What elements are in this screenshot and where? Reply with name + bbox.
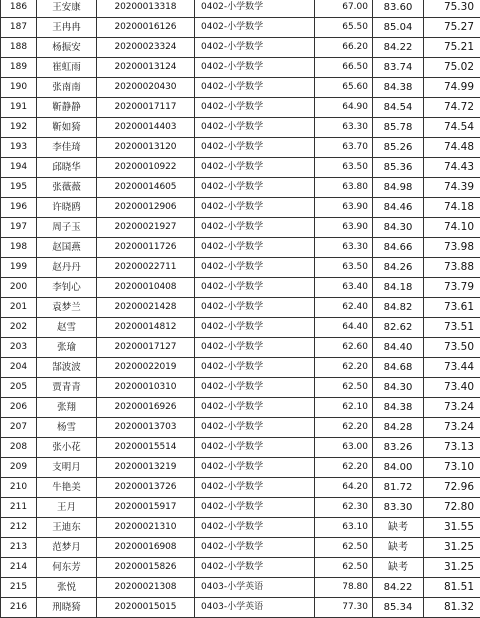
candidate-name: 张悦 <box>37 578 97 598</box>
position-subject: 0402-小学数学 <box>195 378 315 398</box>
table-row <box>1 598 480 618</box>
row-number: 195 <box>1 178 37 198</box>
candidate-name: 王安康 <box>37 0 97 18</box>
total-score: 73.13 <box>424 438 480 458</box>
candidate-name: 支明月 <box>37 458 97 478</box>
ticket-number: 20200021308 <box>97 578 195 598</box>
written-score: 62.50 <box>315 558 373 578</box>
written-score: 62.40 <box>315 298 373 318</box>
total-score: 73.79 <box>424 278 480 298</box>
total-score: 75.02 <box>424 58 480 78</box>
written-score: 62.20 <box>315 418 373 438</box>
written-score: 66.50 <box>315 58 373 78</box>
total-score: 75.30 <box>424 0 480 18</box>
position-subject: 0402-小学数学 <box>195 438 315 458</box>
written-score: 62.50 <box>315 538 373 558</box>
interview-score: 85.04 <box>373 18 424 38</box>
written-score: 62.20 <box>315 358 373 378</box>
interview-score: 85.36 <box>373 158 424 178</box>
written-score: 77.30 <box>315 598 373 618</box>
table-row <box>1 38 480 58</box>
row-number: 214 <box>1 558 37 578</box>
written-score: 63.50 <box>315 258 373 278</box>
ticket-number: 20200021428 <box>97 298 195 318</box>
table-row <box>1 518 480 538</box>
ticket-number: 20200016908 <box>97 538 195 558</box>
position-subject: 0402-小学数学 <box>195 278 315 298</box>
candidate-name: 王迪东 <box>37 518 97 538</box>
table-row <box>1 178 480 198</box>
position-subject: 0402-小学数学 <box>195 78 315 98</box>
ticket-number: 20200013120 <box>97 138 195 158</box>
position-subject: 0402-小学数学 <box>195 458 315 478</box>
ticket-number: 20200022711 <box>97 258 195 278</box>
interview-score: 84.28 <box>373 418 424 438</box>
row-number: 197 <box>1 218 37 238</box>
total-score: 73.24 <box>424 398 480 418</box>
written-score: 62.50 <box>315 378 373 398</box>
row-number: 198 <box>1 238 37 258</box>
interview-score: 84.26 <box>373 258 424 278</box>
written-score: 65.50 <box>315 18 373 38</box>
candidate-name: 张南南 <box>37 78 97 98</box>
candidate-name: 崔虹雨 <box>37 58 97 78</box>
written-score: 63.40 <box>315 278 373 298</box>
position-subject: 0402-小学数学 <box>195 318 315 338</box>
position-subject: 0402-小学数学 <box>195 298 315 318</box>
table-row <box>1 418 480 438</box>
ticket-number: 20200015015 <box>97 598 195 618</box>
written-score: 63.10 <box>315 518 373 538</box>
position-subject: 0402-小学数学 <box>195 118 315 138</box>
row-number: 209 <box>1 458 37 478</box>
candidate-name: 何东芳 <box>37 558 97 578</box>
total-score: 31.25 <box>424 538 480 558</box>
row-number: 189 <box>1 58 37 78</box>
total-score: 73.10 <box>424 458 480 478</box>
candidate-name: 杨雪 <box>37 418 97 438</box>
interview-score: 83.30 <box>373 498 424 518</box>
interview-score: 84.30 <box>373 378 424 398</box>
table-row <box>1 138 480 158</box>
written-score: 63.90 <box>315 218 373 238</box>
candidate-name: 王月 <box>37 498 97 518</box>
position-subject: 0402-小学数学 <box>195 98 315 118</box>
row-number: 211 <box>1 498 37 518</box>
ticket-number: 20200010408 <box>97 278 195 298</box>
interview-score: 84.18 <box>373 278 424 298</box>
row-number: 187 <box>1 18 37 38</box>
table-row <box>1 238 480 258</box>
table-row <box>1 438 480 458</box>
total-score: 81.32 <box>424 598 480 618</box>
candidate-name: 牛艳美 <box>37 478 97 498</box>
written-score: 66.20 <box>315 38 373 58</box>
written-score: 63.50 <box>315 158 373 178</box>
ticket-number: 20200023324 <box>97 38 195 58</box>
table-row <box>1 378 480 398</box>
interview-score: 84.68 <box>373 358 424 378</box>
ticket-number: 20200016926 <box>97 398 195 418</box>
interview-score: 81.72 <box>373 478 424 498</box>
total-score: 73.50 <box>424 338 480 358</box>
row-number: 204 <box>1 358 37 378</box>
total-score: 73.40 <box>424 378 480 398</box>
written-score: 63.90 <box>315 198 373 218</box>
ticket-number: 20200014403 <box>97 118 195 138</box>
total-score: 74.99 <box>424 78 480 98</box>
row-number: 212 <box>1 518 37 538</box>
ticket-number: 20200017117 <box>97 98 195 118</box>
candidate-name: 刑晓猗 <box>37 598 97 618</box>
interview-score: 84.46 <box>373 198 424 218</box>
table-row <box>1 158 480 178</box>
candidate-name: 靳静静 <box>37 98 97 118</box>
total-score: 72.96 <box>424 478 480 498</box>
position-subject: 0402-小学数学 <box>195 138 315 158</box>
interview-score: 83.60 <box>373 0 424 18</box>
ticket-number: 20200011726 <box>97 238 195 258</box>
table-row <box>1 558 480 578</box>
total-score: 73.44 <box>424 358 480 378</box>
table-row <box>1 338 480 358</box>
candidate-name: 贾青青 <box>37 378 97 398</box>
ticket-number: 20200010310 <box>97 378 195 398</box>
position-subject: 0402-小学数学 <box>195 158 315 178</box>
row-number: 210 <box>1 478 37 498</box>
table-row <box>1 18 480 38</box>
candidate-name: 赵雪 <box>37 318 97 338</box>
table-row <box>1 538 480 558</box>
candidate-name: 袁梦兰 <box>37 298 97 318</box>
row-number: 193 <box>1 138 37 158</box>
table-row <box>1 358 480 378</box>
row-number: 213 <box>1 538 37 558</box>
interview-score: 84.30 <box>373 218 424 238</box>
candidate-name: 靳如猗 <box>37 118 97 138</box>
written-score: 78.80 <box>315 578 373 598</box>
table-row <box>1 298 480 318</box>
total-score: 73.24 <box>424 418 480 438</box>
total-score: 75.27 <box>424 18 480 38</box>
written-score: 67.00 <box>315 0 373 18</box>
interview-score: 缺考 <box>373 518 424 538</box>
position-subject: 0402-小学数学 <box>195 258 315 278</box>
candidate-name: 赵国燕 <box>37 238 97 258</box>
total-score: 74.43 <box>424 158 480 178</box>
ticket-number: 20200017127 <box>97 338 195 358</box>
interview-score: 84.54 <box>373 98 424 118</box>
interview-score: 84.22 <box>373 578 424 598</box>
position-subject: 0402-小学数学 <box>195 198 315 218</box>
position-subject: 0402-小学数学 <box>195 538 315 558</box>
total-score: 74.72 <box>424 98 480 118</box>
written-score: 63.00 <box>315 438 373 458</box>
candidate-name: 李佳琦 <box>37 138 97 158</box>
ticket-number: 20200020430 <box>97 78 195 98</box>
table-row <box>1 398 480 418</box>
row-number: 205 <box>1 378 37 398</box>
row-number: 194 <box>1 158 37 178</box>
position-subject: 0402-小学数学 <box>195 558 315 578</box>
ticket-number: 20200016126 <box>97 18 195 38</box>
table-row <box>1 278 480 298</box>
ticket-number: 20200013726 <box>97 478 195 498</box>
candidate-name: 周子玉 <box>37 218 97 238</box>
written-score: 62.60 <box>315 338 373 358</box>
position-subject: 0402-小学数学 <box>195 218 315 238</box>
written-score: 62.10 <box>315 398 373 418</box>
interview-score: 84.40 <box>373 338 424 358</box>
position-subject: 0402-小学数学 <box>195 358 315 378</box>
interview-score: 82.62 <box>373 318 424 338</box>
candidate-name: 李钊心 <box>37 278 97 298</box>
ticket-number: 20200013219 <box>97 458 195 478</box>
ticket-number: 20200021310 <box>97 518 195 538</box>
row-number: 186 <box>1 0 37 18</box>
written-score: 62.20 <box>315 458 373 478</box>
total-score: 73.88 <box>424 258 480 278</box>
row-number: 191 <box>1 98 37 118</box>
ticket-number: 20200014605 <box>97 178 195 198</box>
ticket-number: 20200010922 <box>97 158 195 178</box>
row-number: 202 <box>1 318 37 338</box>
candidate-name: 杨振安 <box>37 38 97 58</box>
written-score: 64.40 <box>315 318 373 338</box>
table-row <box>1 258 480 278</box>
written-score: 64.90 <box>315 98 373 118</box>
written-score: 64.20 <box>315 478 373 498</box>
interview-score: 85.26 <box>373 138 424 158</box>
ticket-number: 20200013318 <box>97 0 195 18</box>
interview-score: 84.22 <box>373 38 424 58</box>
candidate-name: 张小花 <box>37 438 97 458</box>
candidate-name: 邱晓华 <box>37 158 97 178</box>
interview-score: 83.26 <box>373 438 424 458</box>
candidate-name: 郜波波 <box>37 358 97 378</box>
candidate-name: 赵丹丹 <box>37 258 97 278</box>
interview-score: 缺考 <box>373 558 424 578</box>
table-row <box>1 58 480 78</box>
ticket-number: 20200014812 <box>97 318 195 338</box>
total-score: 31.55 <box>424 518 480 538</box>
row-number: 199 <box>1 258 37 278</box>
row-number: 203 <box>1 338 37 358</box>
position-subject: 0402-小学数学 <box>195 518 315 538</box>
interview-score: 缺考 <box>373 538 424 558</box>
total-score: 74.39 <box>424 178 480 198</box>
written-score: 65.60 <box>315 78 373 98</box>
table-row <box>1 118 480 138</box>
ticket-number: 20200021927 <box>97 218 195 238</box>
position-subject: 0402-小学数学 <box>195 398 315 418</box>
ticket-number: 20200013703 <box>97 418 195 438</box>
ticket-number: 20200012906 <box>97 198 195 218</box>
interview-score: 84.98 <box>373 178 424 198</box>
total-score: 73.51 <box>424 318 480 338</box>
row-number: 206 <box>1 398 37 418</box>
row-number: 201 <box>1 298 37 318</box>
total-score: 73.98 <box>424 238 480 258</box>
position-subject: 0403-小学英语 <box>195 598 315 618</box>
table-row <box>1 458 480 478</box>
total-score: 81.51 <box>424 578 480 598</box>
candidate-name: 张薇薇 <box>37 178 97 198</box>
interview-score: 84.82 <box>373 298 424 318</box>
table-body <box>1 0 480 618</box>
written-score: 63.80 <box>315 178 373 198</box>
row-number: 200 <box>1 278 37 298</box>
written-score: 63.30 <box>315 238 373 258</box>
candidate-name: 张瑜 <box>37 338 97 358</box>
row-number: 192 <box>1 118 37 138</box>
position-subject: 0402-小学数学 <box>195 498 315 518</box>
position-subject: 0402-小学数学 <box>195 178 315 198</box>
interview-score: 85.78 <box>373 118 424 138</box>
position-subject: 0402-小学数学 <box>195 38 315 58</box>
total-score: 31.25 <box>424 558 480 578</box>
position-subject: 0402-小学数学 <box>195 338 315 358</box>
position-subject: 0402-小学数学 <box>195 418 315 438</box>
written-score: 63.70 <box>315 138 373 158</box>
candidate-name: 许晓鸥 <box>37 198 97 218</box>
table-row <box>1 498 480 518</box>
interview-score: 84.66 <box>373 238 424 258</box>
interview-score: 83.74 <box>373 58 424 78</box>
candidate-name: 王冉冉 <box>37 18 97 38</box>
table-row <box>1 78 480 98</box>
position-subject: 0402-小学数学 <box>195 0 315 18</box>
interview-score: 85.34 <box>373 598 424 618</box>
table-row <box>1 98 480 118</box>
row-number: 216 <box>1 598 37 618</box>
table-row <box>1 318 480 338</box>
row-number: 196 <box>1 198 37 218</box>
row-number: 207 <box>1 418 37 438</box>
written-score: 62.30 <box>315 498 373 518</box>
total-score: 72.80 <box>424 498 480 518</box>
total-score: 73.61 <box>424 298 480 318</box>
row-number: 190 <box>1 78 37 98</box>
position-subject: 0402-小学数学 <box>195 238 315 258</box>
table-row <box>1 218 480 238</box>
total-score: 74.18 <box>424 198 480 218</box>
row-number: 208 <box>1 438 37 458</box>
ticket-number: 20200013124 <box>97 58 195 78</box>
interview-score: 84.38 <box>373 78 424 98</box>
candidate-name: 范梦月 <box>37 538 97 558</box>
total-score: 74.54 <box>424 118 480 138</box>
written-score: 63.30 <box>315 118 373 138</box>
table-row <box>1 578 480 598</box>
position-subject: 0402-小学数学 <box>195 18 315 38</box>
interview-score: 84.00 <box>373 458 424 478</box>
total-score: 74.48 <box>424 138 480 158</box>
row-number: 188 <box>1 38 37 58</box>
position-subject: 0402-小学数学 <box>195 478 315 498</box>
table-row <box>1 0 480 18</box>
interview-score: 84.38 <box>373 398 424 418</box>
position-subject: 0403-小学英语 <box>195 578 315 598</box>
row-number: 215 <box>1 578 37 598</box>
ticket-number: 20200015826 <box>97 558 195 578</box>
ticket-number: 20200022019 <box>97 358 195 378</box>
table-row <box>1 198 480 218</box>
table-row <box>1 478 480 498</box>
total-score: 75.21 <box>424 38 480 58</box>
total-score: 74.10 <box>424 218 480 238</box>
position-subject: 0402-小学数学 <box>195 58 315 78</box>
candidate-name: 张翔 <box>37 398 97 418</box>
ticket-number: 20200015917 <box>97 498 195 518</box>
ticket-number: 20200015514 <box>97 438 195 458</box>
